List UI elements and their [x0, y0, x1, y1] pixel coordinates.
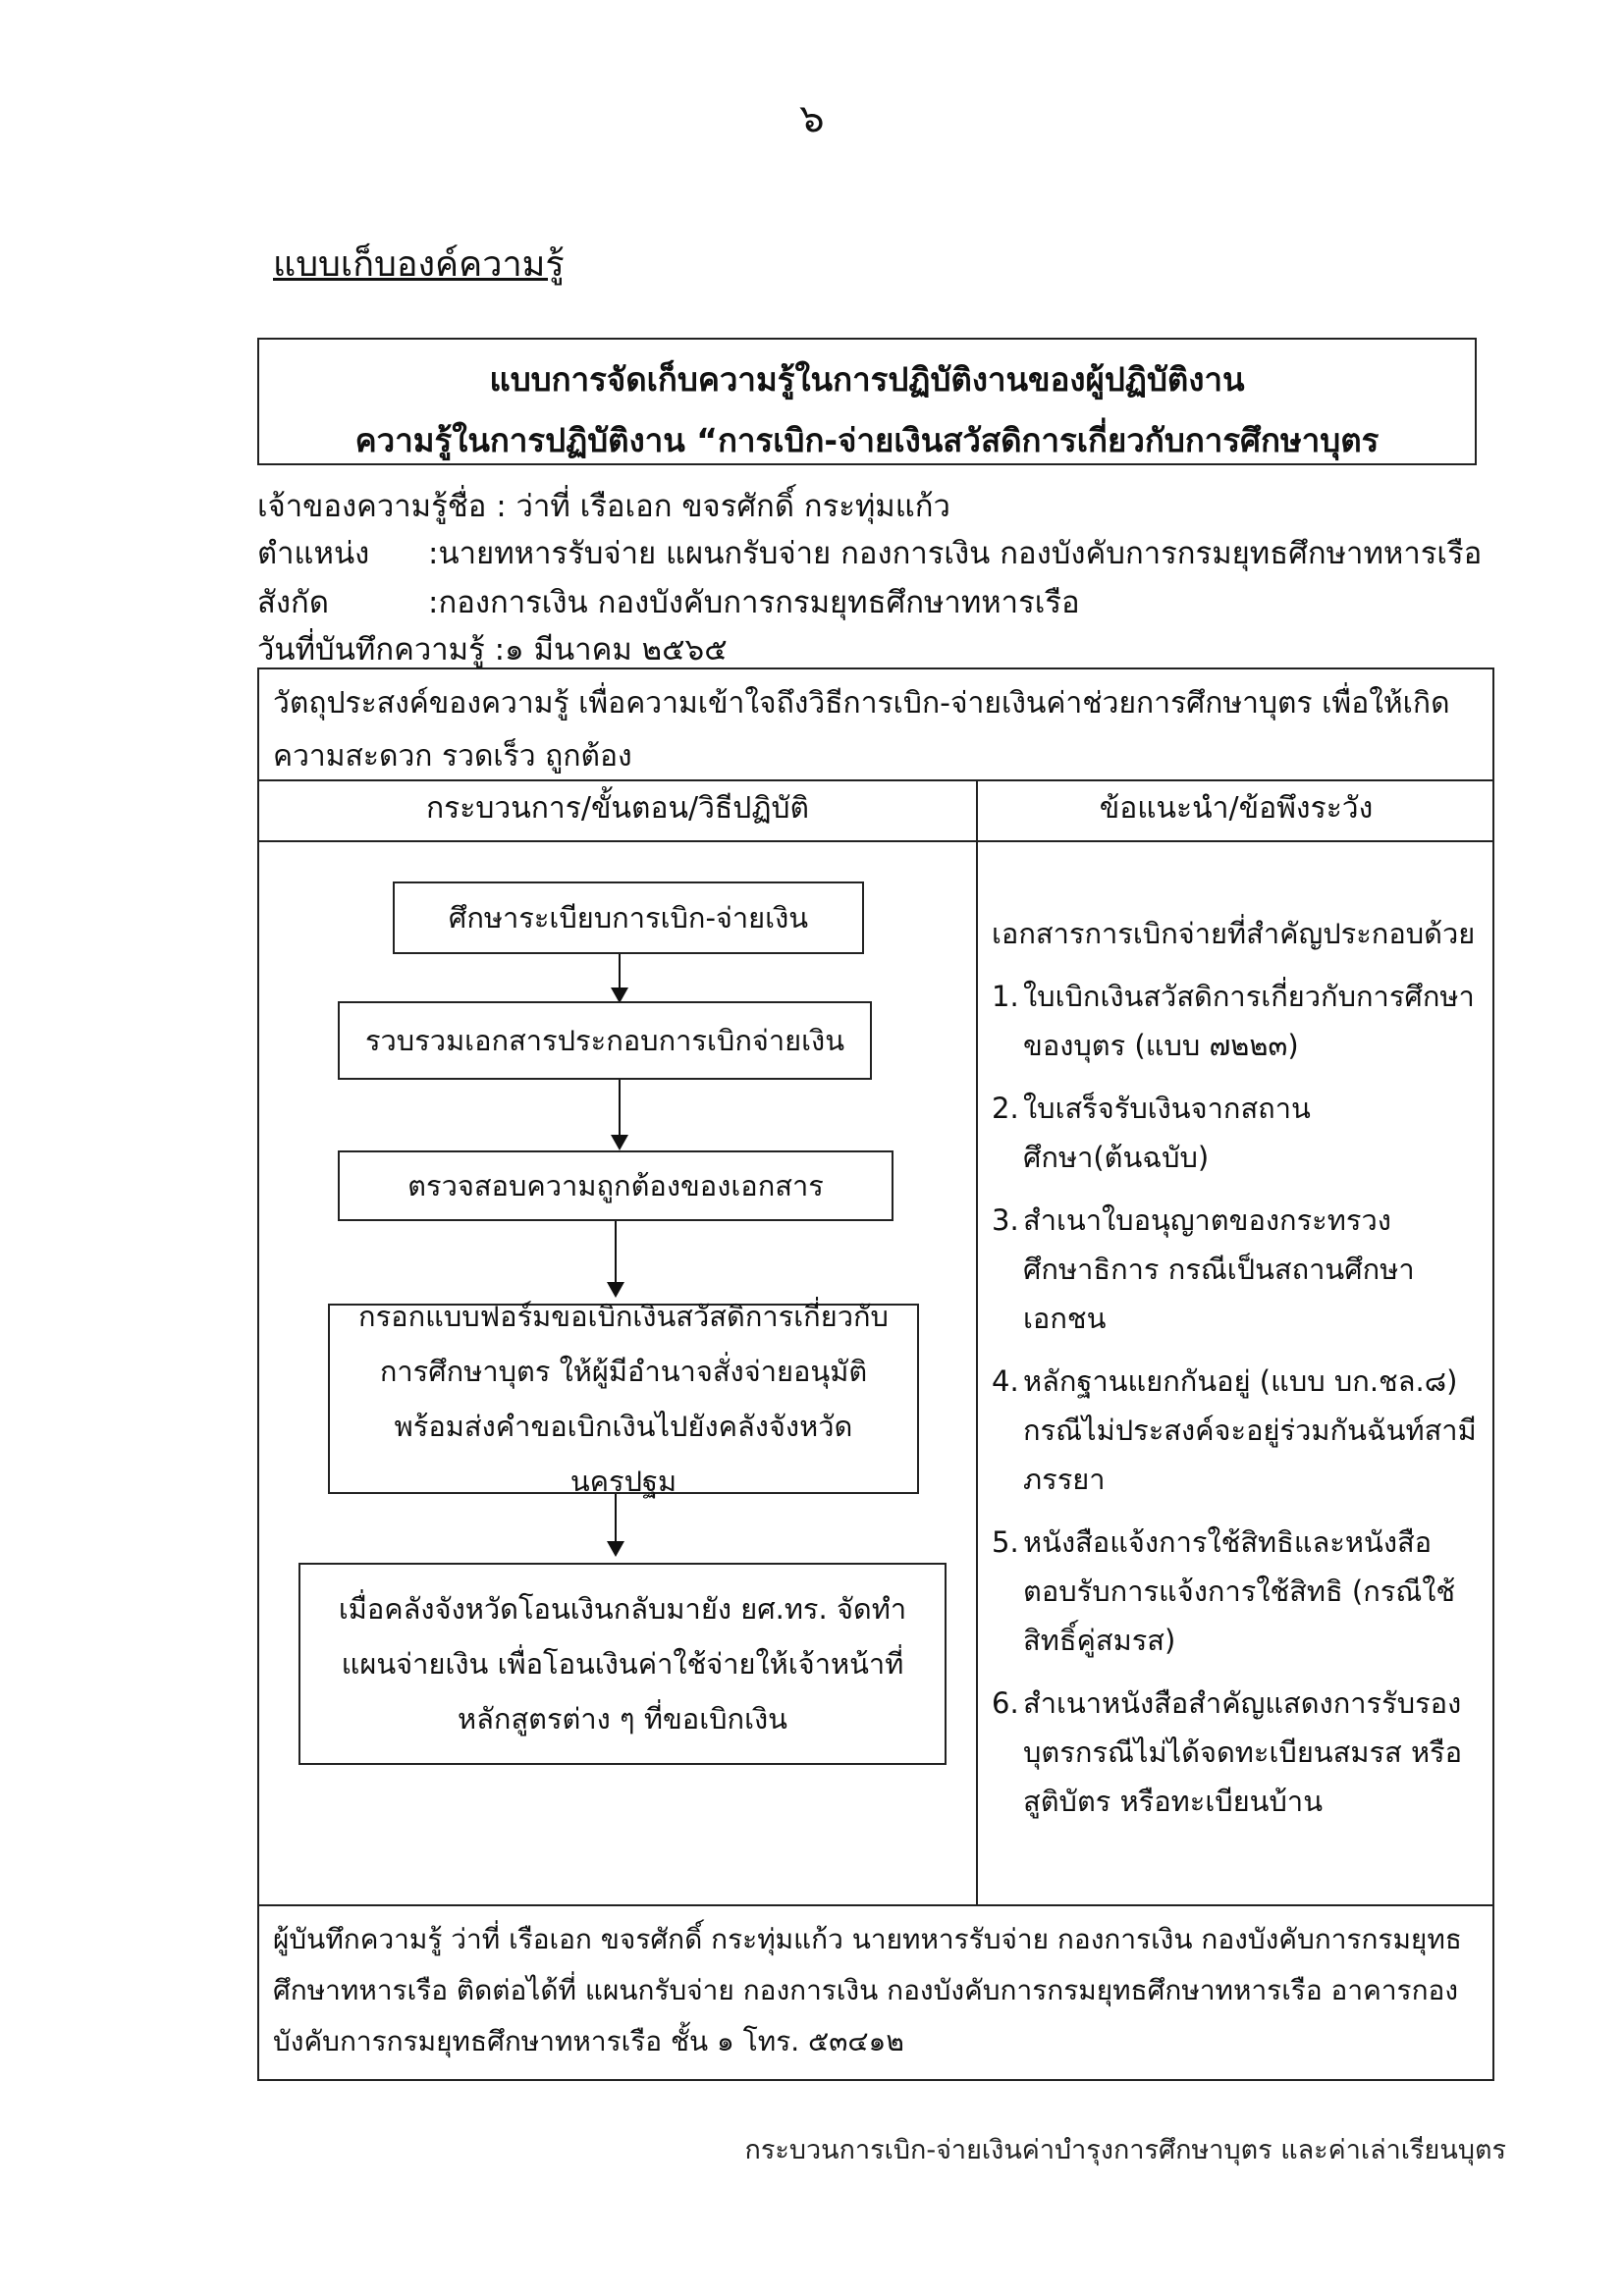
- title-line-2: ความรู้ในการปฏิบัติงาน “การเบิก-จ่ายเงินสวัสดิการเกี่ยวกับการศึกษาบุตร: [354, 421, 1380, 459]
- advice-item: [992, 972, 1479, 1070]
- advice-item-number: 1.: [992, 980, 1019, 1013]
- flow-arrow-2-head: [611, 1135, 628, 1150]
- flow-step-5: เมื่อคลังจังหวัดโอนเงินกลับมายัง ยศ.ทร. จัดทำแผนจ่ายเงิน เพื่อโอนเงินค่าใช้จ่ายให้เจ้าหน้าที่หลักสูตรต่าง ๆ ที่ขอเบิกเงิน: [298, 1563, 947, 1765]
- advice-list: [992, 909, 1479, 1840]
- affiliation-value: :กองการเงิน กองบังคับการกรมยุทธศึกษาทหารเรือ: [428, 585, 1080, 620]
- advice-item: [992, 1518, 1479, 1665]
- advice-item-number: 6.: [992, 1686, 1019, 1720]
- title-line-1: แบบการจัดเก็บความรู้ในการปฏิบัติงานของผู้ปฏิบัติงาน: [489, 360, 1245, 399]
- advice-item: [992, 1357, 1479, 1504]
- flow-step-3: ตรวจสอบความถูกต้องของเอกสาร: [338, 1150, 893, 1221]
- advice-item-number: 5.: [992, 1525, 1019, 1559]
- title-box: [257, 338, 1477, 465]
- flow-arrow-4-head: [607, 1541, 624, 1557]
- objective-text: วัตถุประสงค์ของความรู้ เพื่อความเข้าใจถึงวิธีการเบิก-จ่ายเงินค่าช่วยการศึกษาบุตร เพื่อให้เกิดความสะดวก รวดเร็ว ถูกต้อง: [273, 686, 1450, 774]
- page-heading: แบบเก็บองค์ความรู้: [273, 244, 565, 285]
- affiliation-row: [257, 577, 1080, 626]
- bottom-caption: กระบวนการเบิก-จ่ายเงินค่าบำรุงการศึกษาบุตร และค่าเล่าเรียนบุตร: [744, 2135, 1506, 2165]
- advice-item-number: 3.: [992, 1203, 1019, 1237]
- advice-item-text: ใบเบิกเงินสวัสดิการเกี่ยวกับการศึกษาของบุตร (แบบ ๗๒๒๓): [1023, 980, 1475, 1062]
- position-value: :นายทหารรับจ่าย แผนกรับจ่าย กองการเงิน กองบังคับการกรมยุทธศึกษาทหารเรือ: [428, 536, 1483, 571]
- flow-step-4: กรอกแบบฟอร์มขอเบิกเงินสวัสดิการเกี่ยวกับการศึกษาบุตร ให้ผู้มีอำนาจสั่งจ่ายอนุมัติพร้อมส่งคำขอเบิกเงินไปยังคลังจังหวัดนครปฐม: [328, 1304, 919, 1494]
- page-number: ๖: [799, 96, 825, 141]
- knowledge-table: [257, 667, 1494, 2081]
- advice-intro: เอกสารการเบิกจ่ายที่สำคัญประกอบด้วย: [992, 917, 1476, 950]
- process-column-header: กระบวนการ/ขั้นตอน/วิธีปฏิบัติ: [425, 791, 809, 826]
- advice-item-text: หลักฐานแยกกันอยู่ (แบบ บก.ชล.๘) กรณีไม่ประสงค์จะอยู่ร่วมกันฉันท์สามีภรรยา: [1023, 1364, 1477, 1496]
- advice-item-text: สำเนาหนังสือสำคัญแสดงการรับรองบุตรกรณีไม่ได้จดทะเบียนสมรส หรือสูติบัตร หรือทะเบียนบ้าน: [1023, 1686, 1463, 1818]
- position-label: ตำแหน่ง: [257, 536, 370, 571]
- position-row: [257, 528, 1482, 577]
- record-date: วันที่บันทึกความรู้ :๑ มีนาคม ๒๕๖๕: [257, 632, 728, 667]
- advice-item: [992, 1084, 1479, 1182]
- flow-step-2: รวบรวมเอกสารประกอบการเบิกจ่ายเงิน: [338, 1001, 872, 1080]
- advice-item-text: ใบเสร็จรับเงินจากสถานศึกษา(ต้นฉบับ): [1023, 1092, 1311, 1174]
- advice-item-number: 4.: [992, 1364, 1019, 1398]
- flow-step-1: ศึกษาระเบียบการเบิก-จ่ายเงิน: [393, 881, 864, 954]
- advice-item: [992, 1196, 1479, 1343]
- advice-item-text: สำเนาใบอนุญาตของกระทรวงศึกษาธิการ กรณีเป็นสถานศึกษาเอกชน: [1023, 1203, 1415, 1335]
- recorder-contact: ผู้บันทึกความรู้ ว่าที่ เรือเอก ขจรศักดิ์ กระทุ่มแก้ว นายทหารรับจ่าย กองการเงิน กองบังคับการกรมยุทธศึกษาทหารเรือ ติดต่อได้ที่ แผนกรับจ่าย กองการเงิน กองบังคับการกรมยุทธศึกษาทหารเรือ อาคารกองบังคับการกรมยุทธศึกษาทหารเรือ ชั้น ๑ โทร. ๕๓๔๑๒: [273, 1923, 1462, 2057]
- advice-item: [992, 1679, 1479, 1826]
- flow-arrow-3: [615, 1221, 617, 1284]
- advice-item-text: หนังสือแจ้งการใช้สิทธิและหนังสือตอบรับการแจ้งการใช้สิทธิ (กรณีใช้สิทธิ์คู่สมรส): [1023, 1525, 1456, 1657]
- flow-arrow-2: [619, 1080, 621, 1137]
- advice-item-number: 2.: [992, 1092, 1019, 1125]
- flow-arrow-4: [615, 1494, 617, 1543]
- divider-columns: [976, 779, 978, 1904]
- affiliation-label: สังกัด: [257, 585, 329, 620]
- divider-footer: [259, 1904, 1492, 1906]
- flow-arrow-1: [619, 954, 621, 989]
- advice-column-header: ข้อแนะนำ/ข้อพึงระวัง: [1099, 791, 1374, 826]
- knowledge-owner: เจ้าของความรู้ชื่อ : ว่าที่ เรือเอก ขจรศักดิ์ กระทุ่มแก้ว: [257, 489, 950, 524]
- divider-column-headers: [259, 840, 1492, 842]
